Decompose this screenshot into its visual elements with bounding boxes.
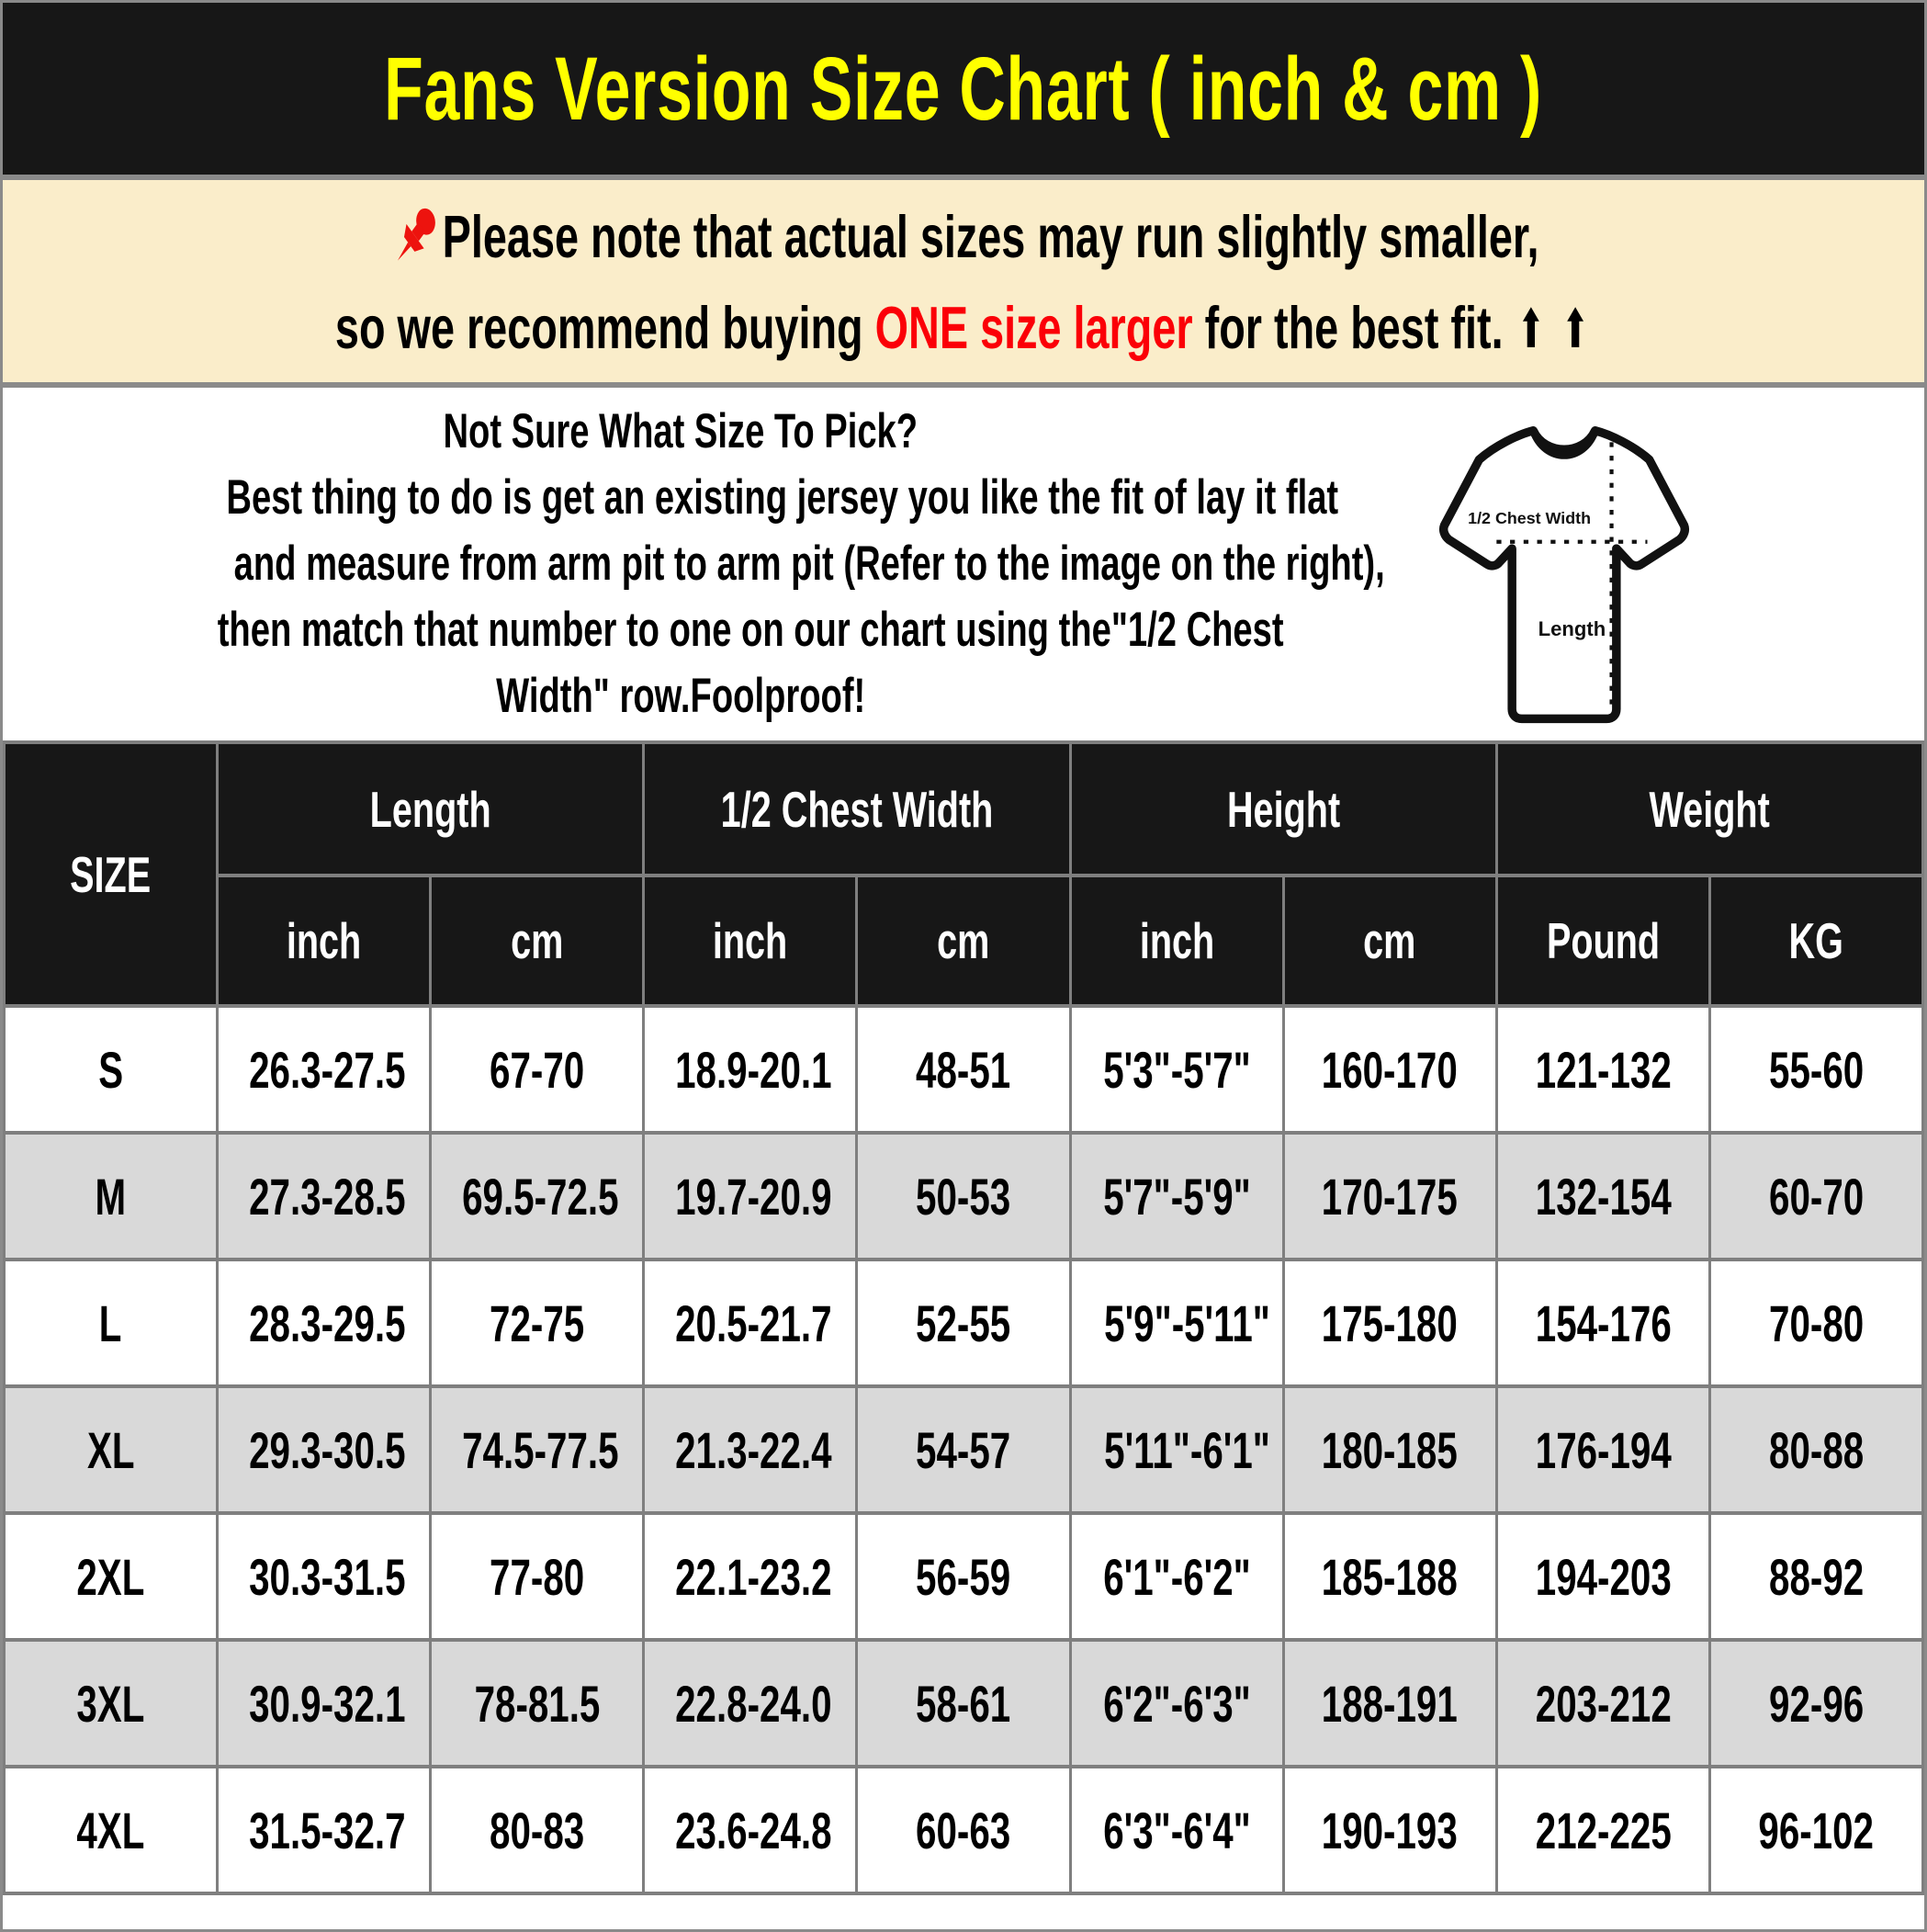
value-text: 132-154	[1535, 1167, 1672, 1226]
value-text: 88-92	[1768, 1547, 1864, 1606]
up-arrow-icon: ⬆	[1518, 299, 1545, 359]
value-cell	[644, 1133, 857, 1260]
value-cell	[431, 1640, 644, 1767]
value-text: 77-80	[490, 1547, 585, 1606]
unit-header	[1709, 876, 1922, 1006]
size-cell	[5, 1260, 218, 1386]
value-cell	[431, 1260, 644, 1386]
value-text: 28.3-29.5	[249, 1294, 406, 1352]
guide-line-text: then match that number to one on our chart using the"1/2 Chest	[217, 603, 1284, 657]
note-text-2-suffix: for the best fit.	[1192, 293, 1504, 361]
group-header-weight	[1496, 742, 1922, 876]
table-row	[5, 1513, 1923, 1640]
unit-header-label: cm	[1363, 912, 1416, 969]
value-text: 19.7-20.9	[675, 1167, 832, 1226]
group-header-label: 1/2 Chest Width	[720, 780, 994, 838]
note-text-1: Please note that actual sizes may run slightly smaller,	[442, 202, 1539, 270]
value-text: 69.5-72.5	[462, 1167, 619, 1226]
unit-header-label: cm	[511, 912, 564, 969]
size-column-header: SIZE	[70, 845, 152, 903]
title-bar	[3, 3, 1924, 175]
value-text: 170-175	[1322, 1167, 1459, 1226]
value-text: 78-81.5	[474, 1674, 601, 1733]
value-cell	[1496, 1767, 1709, 1893]
size-label: 3XL	[76, 1674, 145, 1733]
value-text: 23.6-24.8	[675, 1801, 832, 1859]
value-text: 160-170	[1322, 1040, 1459, 1099]
value-cell	[1709, 1133, 1922, 1260]
value-cell	[1496, 1006, 1709, 1133]
group-header-label: Length	[369, 780, 491, 838]
group-header-label: Height	[1226, 780, 1340, 838]
value-cell	[1709, 1767, 1922, 1893]
value-text: 190-193	[1322, 1801, 1459, 1859]
size-cell	[5, 1767, 218, 1893]
value-cell	[218, 1006, 431, 1133]
value-text: 21.3-22.4	[675, 1420, 832, 1479]
value-text: 26.3-27.5	[249, 1040, 406, 1099]
value-text: 6'3"-6'4"	[1102, 1801, 1251, 1859]
value-cell	[857, 1133, 1070, 1260]
up-arrow-icon: ⬆	[1562, 299, 1589, 359]
unit-header	[431, 876, 644, 1006]
value-cell	[1496, 1513, 1709, 1640]
guide-line-text: and measure from arm pit to arm pit (Refer to the image on the right),	[233, 537, 1385, 591]
size-label: S	[98, 1040, 124, 1099]
table-units-header-row	[5, 876, 1923, 1006]
value-text: 72-75	[490, 1294, 585, 1352]
note-line-2	[91, 294, 1835, 363]
unit-header	[1496, 876, 1709, 1006]
value-cell	[1283, 1386, 1496, 1513]
value-cell	[431, 1767, 644, 1893]
table-row	[5, 1386, 1923, 1513]
value-text: 92-96	[1768, 1674, 1864, 1733]
value-text: 180-185	[1322, 1420, 1459, 1479]
value-cell	[857, 1640, 1070, 1767]
note-line-1	[164, 200, 1763, 274]
value-text: 54-57	[916, 1420, 1011, 1479]
note-highlight: ONE size larger	[874, 293, 1193, 361]
value-cell	[1283, 1640, 1496, 1767]
group-header-height	[1070, 742, 1496, 876]
value-text: 5'11"-6'1"	[1103, 1420, 1270, 1479]
size-table-header	[5, 742, 1923, 1006]
pushpin-icon	[389, 200, 442, 274]
value-cell	[1283, 1767, 1496, 1893]
value-text: 22.1-23.2	[675, 1547, 832, 1606]
size-cell	[5, 1133, 218, 1260]
value-cell	[1709, 1260, 1922, 1386]
value-text: 6'1"-6'2"	[1102, 1547, 1251, 1606]
size-cell	[5, 1386, 218, 1513]
value-text: 188-191	[1322, 1674, 1459, 1733]
group-header-length	[218, 742, 644, 876]
value-text: 5'7"-5'9"	[1102, 1167, 1251, 1226]
value-text: 30.3-31.5	[249, 1547, 406, 1606]
value-text: 80-88	[1768, 1420, 1864, 1479]
value-text: 52-55	[916, 1294, 1011, 1352]
value-text: 50-53	[916, 1167, 1011, 1226]
value-cell	[1070, 1767, 1283, 1893]
value-cell	[1283, 1006, 1496, 1133]
value-text: 67-70	[490, 1040, 585, 1099]
value-cell	[218, 1133, 431, 1260]
value-cell	[218, 1513, 431, 1640]
size-label: 4XL	[76, 1801, 145, 1859]
value-cell	[1496, 1386, 1709, 1513]
guide-heading-line	[10, 399, 1351, 465]
guide-heading: Not Sure What Size To Pick?	[443, 404, 918, 458]
note-banner	[3, 175, 1924, 388]
unit-header	[857, 876, 1070, 1006]
value-text: 20.5-21.7	[675, 1294, 832, 1352]
value-text: 154-176	[1535, 1294, 1672, 1352]
guide-line-text: Width" row.Foolproof!	[495, 669, 866, 723]
table-row	[5, 1133, 1923, 1260]
sizing-guide	[3, 388, 1924, 740]
unit-header-label: cm	[937, 912, 990, 969]
value-cell	[857, 1006, 1070, 1133]
value-text: 194-203	[1535, 1547, 1672, 1606]
value-text: 31.5-32.7	[249, 1801, 406, 1859]
unit-header-label: inch	[286, 912, 362, 969]
value-cell	[1709, 1386, 1922, 1513]
value-cell	[857, 1260, 1070, 1386]
value-cell	[1070, 1513, 1283, 1640]
size-table	[3, 740, 1924, 1895]
value-text: 70-80	[1768, 1294, 1864, 1352]
guide-line-text: Best thing to do is get an existing jersey you like the fit of lay it flat	[226, 470, 1339, 525]
value-text: 22.8-24.0	[675, 1674, 832, 1733]
unit-header-label: KG	[1788, 912, 1844, 969]
size-cell	[5, 1513, 218, 1640]
value-cell	[1283, 1133, 1496, 1260]
size-column-header-cell	[5, 742, 218, 1006]
value-cell	[1496, 1133, 1709, 1260]
value-cell	[1283, 1260, 1496, 1386]
length-label: Length	[1538, 616, 1606, 640]
value-text: 121-132	[1535, 1040, 1672, 1099]
tshirt-measure-diagram	[1437, 417, 1692, 730]
value-cell	[644, 1640, 857, 1767]
value-text: 27.3-28.5	[249, 1167, 406, 1226]
value-cell	[1709, 1006, 1922, 1133]
value-cell	[431, 1006, 644, 1133]
value-cell	[644, 1386, 857, 1513]
size-cell	[5, 1640, 218, 1767]
size-label: XL	[86, 1420, 135, 1479]
value-text: 6'2"-6'3"	[1102, 1674, 1251, 1733]
value-cell	[644, 1513, 857, 1640]
value-text: 185-188	[1322, 1547, 1459, 1606]
value-cell	[857, 1386, 1070, 1513]
value-text: 176-194	[1535, 1420, 1672, 1479]
unit-header-label: inch	[713, 912, 788, 969]
size-table-body	[5, 1006, 1923, 1893]
value-text: 74.5-77.5	[462, 1420, 619, 1479]
unit-header-label: inch	[1139, 912, 1214, 969]
value-text: 30.9-32.1	[249, 1674, 406, 1733]
value-text: 175-180	[1322, 1294, 1459, 1352]
group-header-label: Weight	[1649, 780, 1771, 838]
guide-line	[10, 597, 1351, 663]
guide-line	[10, 531, 1385, 597]
value-cell	[644, 1006, 857, 1133]
value-text: 60-63	[916, 1801, 1011, 1859]
value-cell	[1496, 1260, 1709, 1386]
value-text: 96-102	[1758, 1801, 1875, 1859]
table-row	[5, 1006, 1923, 1133]
unit-header	[1070, 876, 1283, 1006]
size-cell	[5, 1006, 218, 1133]
tshirt-outline	[1444, 431, 1685, 719]
size-label: M	[95, 1167, 127, 1226]
value-text: 55-60	[1768, 1040, 1864, 1099]
value-cell	[1070, 1133, 1283, 1260]
size-label: L	[99, 1294, 122, 1352]
value-cell	[1496, 1640, 1709, 1767]
value-cell	[431, 1513, 644, 1640]
value-cell	[644, 1767, 857, 1893]
value-cell	[218, 1260, 431, 1386]
value-cell	[1070, 1260, 1283, 1386]
value-text: 56-59	[916, 1547, 1011, 1606]
value-text: 203-212	[1535, 1674, 1672, 1733]
table-group-header-row	[5, 742, 1923, 876]
value-cell	[1070, 1640, 1283, 1767]
value-cell	[218, 1386, 431, 1513]
unit-header	[644, 876, 857, 1006]
value-cell	[1709, 1513, 1922, 1640]
value-text: 18.9-20.1	[675, 1040, 832, 1099]
value-text: 60-70	[1768, 1167, 1864, 1226]
value-cell	[431, 1133, 644, 1260]
unit-header-label: Pound	[1546, 912, 1660, 969]
size-label: 2XL	[76, 1547, 145, 1606]
note-text-2-prefix: so we recommend buying	[335, 293, 875, 361]
page-title: Fans Version Size Chart ( inch & cm )	[384, 38, 1543, 139]
value-cell	[1070, 1386, 1283, 1513]
value-text: 80-83	[490, 1801, 585, 1859]
value-text: 58-61	[916, 1674, 1011, 1733]
unit-header	[218, 876, 431, 1006]
value-cell	[218, 1767, 431, 1893]
table-row	[5, 1640, 1923, 1767]
value-cell	[857, 1513, 1070, 1640]
value-cell	[1070, 1006, 1283, 1133]
value-cell	[1709, 1640, 1922, 1767]
value-text: 48-51	[916, 1040, 1011, 1099]
value-cell	[431, 1386, 644, 1513]
value-cell	[1283, 1513, 1496, 1640]
guide-text-block	[10, 399, 1385, 729]
table-row	[5, 1260, 1923, 1386]
table-row	[5, 1767, 1923, 1893]
value-cell	[644, 1260, 857, 1386]
chest-width-label: 1/2 Chest Width	[1468, 508, 1592, 527]
value-text: 5'9"-5'11"	[1103, 1294, 1270, 1352]
value-cell	[857, 1767, 1070, 1893]
value-cell	[218, 1640, 431, 1767]
group-header-chest-width	[644, 742, 1070, 876]
value-text: 29.3-30.5	[249, 1420, 406, 1479]
guide-line	[10, 465, 1351, 531]
unit-header	[1283, 876, 1496, 1006]
value-text: 5'3"-5'7"	[1102, 1040, 1251, 1099]
value-text: 212-225	[1535, 1801, 1672, 1859]
guide-line	[10, 663, 1351, 729]
